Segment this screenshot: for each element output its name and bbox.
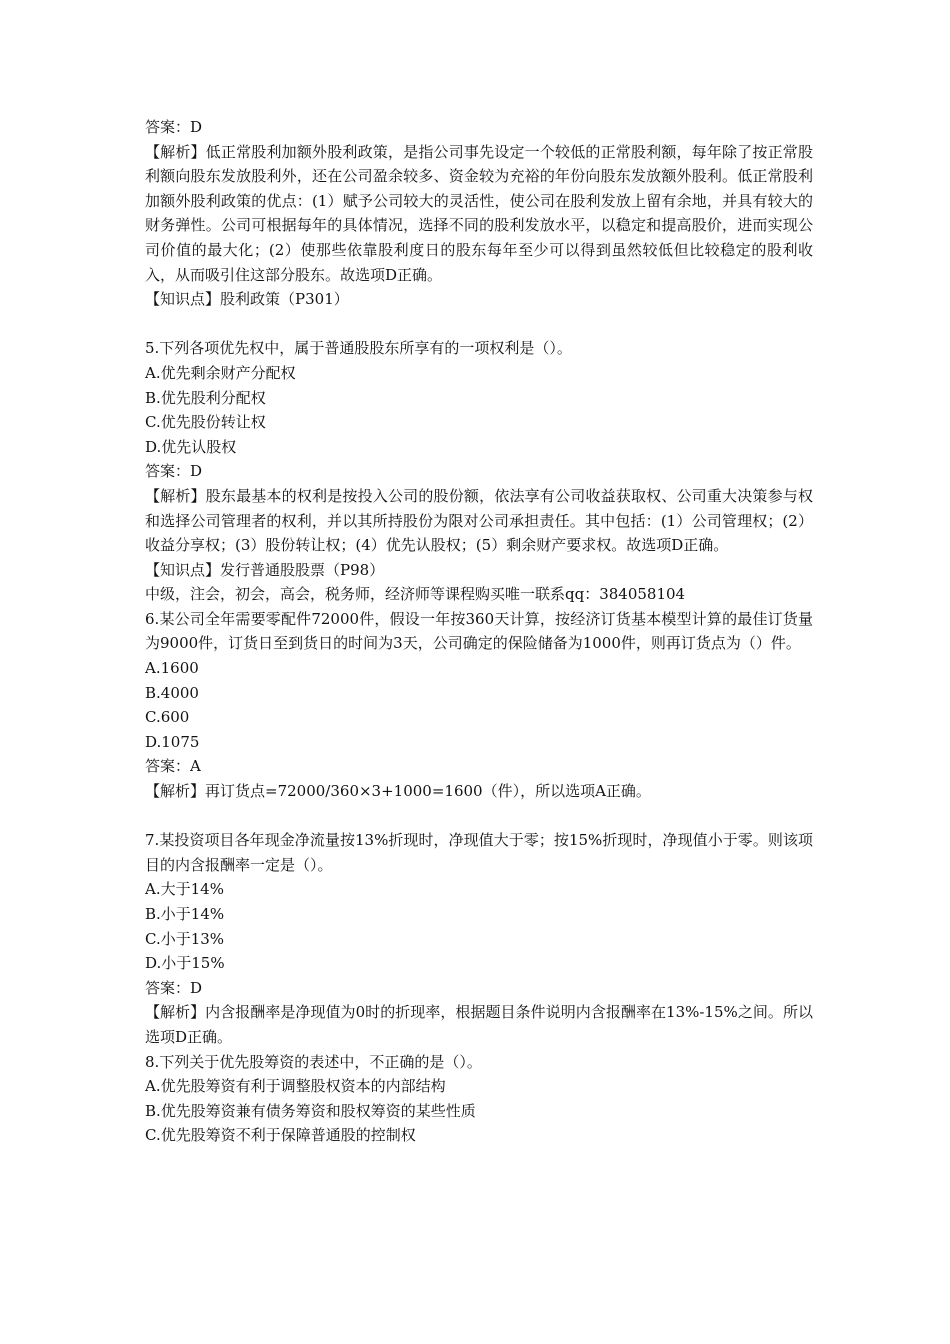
q7-option: A.大于14% bbox=[145, 880, 224, 899]
q5-option: C.优先股份转让权 bbox=[145, 413, 266, 432]
knowledge-label: 【知识点】 bbox=[145, 560, 221, 579]
spacer bbox=[145, 312, 813, 337]
q6-answer: 答案：A bbox=[145, 757, 201, 776]
document-page bbox=[145, 115, 813, 1148]
q5-answer: 答案：D bbox=[145, 462, 203, 481]
q6-option: C.600 bbox=[145, 708, 190, 727]
q5-option: B.优先股利分配权 bbox=[145, 388, 266, 407]
knowledge-label: 【知识点】 bbox=[145, 290, 221, 309]
q8-option: C.优先股筹资不利于保障普通股的控制权 bbox=[145, 1126, 416, 1145]
q7-answer: 答案：D bbox=[145, 978, 203, 997]
q7-option: D.小于15% bbox=[145, 954, 225, 973]
q6-question: 6.某公司全年需要零配件72000件，假设一年按360天计算，按经济订货基本模型计算的最佳订货量为9000件，订货日至到货日的时间为3天，公司确定的保险储备为1000件，则再订货点为（）件。 bbox=[145, 609, 813, 653]
q4-knowledge-point bbox=[145, 287, 813, 312]
knowledge-text: 发行普通股股票（P98） bbox=[220, 560, 385, 579]
q8-question: 8.下列关于优先股筹资的表述中，不正确的是（）。 bbox=[145, 1052, 482, 1071]
analysis-text: 再订货点=72000/360×3+1000=1600（件），所以选项A正确。 bbox=[205, 782, 651, 801]
q4-answer: 答案：D bbox=[145, 118, 203, 136]
q7-option: B.小于14% bbox=[145, 905, 225, 923]
analysis-text: 低正常股利加额外股利政策，是指公司事先设定一个较低的正常股利额，每年除了按正常股利额向股东发放股利外，还在公司盈余较多、资金较为充裕的年份向股东发放额外股利。低正常股利加额外股利政策的优点：(1）赋予公司较大的灵活性，使公司在股利发放上留有余地，并具有较大的财务弹性。公司可根据每年的具体情况，选择不同的股利发放水平，以稳定和提高股价，进而实现公司价值的最大化；(2）使那些依靠股利度日的股东每年至少可以得到虽然较低但比较稳定的股利收入，从而吸引住这部分股东。故选项D正确。 bbox=[145, 142, 813, 284]
spacer bbox=[145, 804, 813, 829]
q5-analysis bbox=[145, 484, 813, 558]
q7-option: C.小于13% bbox=[145, 929, 225, 948]
q5-option: D.优先认股权 bbox=[145, 437, 237, 456]
analysis-label: 【解析】 bbox=[145, 486, 206, 505]
q6-option: D.1075 bbox=[145, 732, 200, 751]
q7-analysis bbox=[145, 1000, 813, 1049]
contact-line: 中级，注会，初会，高会，税务师，经济师等课程购买唯一联系qq：384058104 bbox=[145, 585, 686, 604]
analysis-text: 股东最基本的权利是按投入公司的股份额，依法享有公司收益获取权、公司重大决策参与权和选择公司管理者的权利，并以其所持股份为限对公司承担责任。其中包括：(1）公司管理权；(2）收益分享权；(3）股份转让权；(4）优先认股权；(5）剩余财产要求权。故选项D正确。 bbox=[145, 486, 813, 555]
q7-question: 7.某投资项目各年现金净流量按13%折现时，净现值大于零；按15%折现时，净现值小于零。则该项目的内含报酬率一定是（）。 bbox=[145, 831, 813, 874]
q5-question: 5.下列各项优先权中，属于普通股股东所享有的一项权利是（）。 bbox=[145, 339, 572, 358]
q6-option: A.1600 bbox=[145, 659, 199, 678]
analysis-label: 【解析】 bbox=[145, 1003, 206, 1022]
q4-analysis bbox=[145, 140, 813, 288]
q6-option: B.4000 bbox=[145, 683, 199, 702]
q5-option: A.优先剩余财产分配权 bbox=[145, 363, 296, 382]
analysis-label: 【解析】 bbox=[145, 142, 206, 161]
q8-option: B.优先股筹资兼有债务筹资和股权筹资的某些性质 bbox=[145, 1101, 476, 1120]
analysis-label: 【解析】 bbox=[145, 782, 206, 801]
analysis-text: 内含报酬率是净现值为0时的折现率，根据题目条件说明内含报酬率在13%-15%之间。所以选项D正确。 bbox=[145, 1003, 813, 1046]
knowledge-text: 股利政策（P301） bbox=[220, 290, 349, 309]
q5-knowledge-point bbox=[145, 558, 813, 583]
q6-analysis bbox=[145, 779, 813, 804]
q8-option: A.优先股筹资有利于调整股权资本的内部结构 bbox=[145, 1077, 446, 1096]
